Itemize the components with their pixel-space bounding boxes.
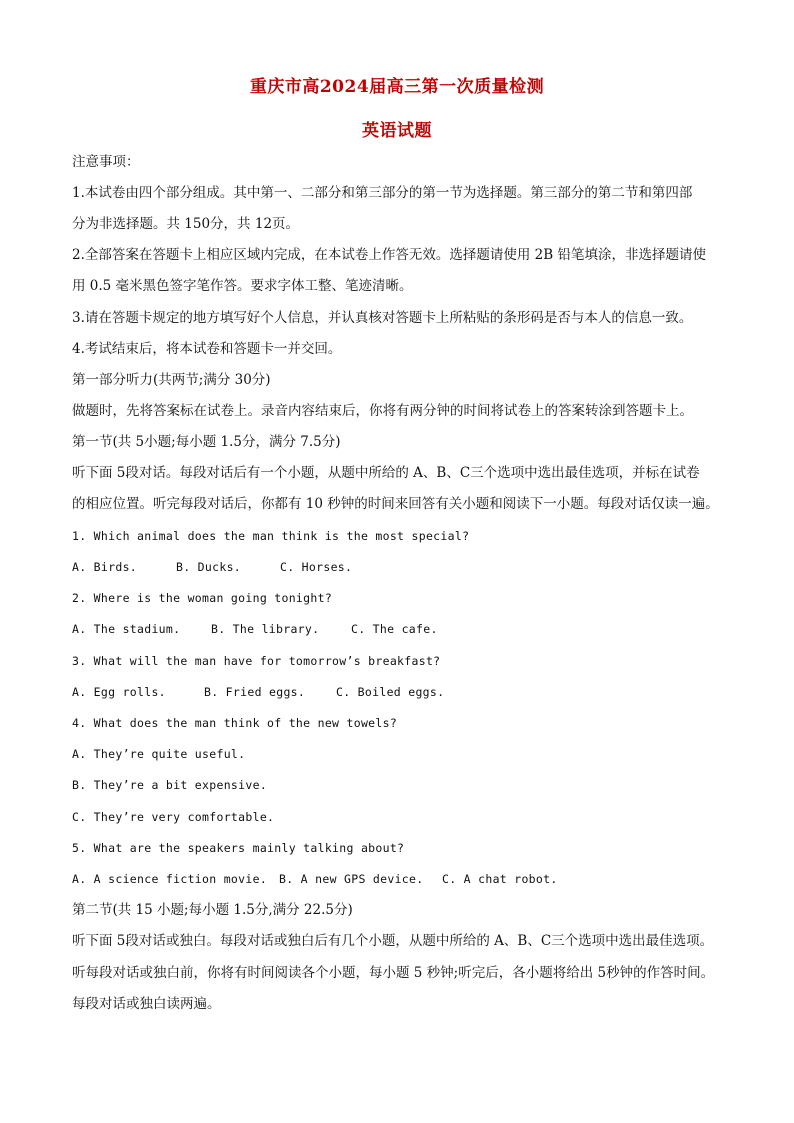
question-options: [72, 558, 732, 576]
section2-instruction: 听每段对话或独白前，你将有时间阅读各个小题，每小题 5 秒钟;听完后，各小题将给出 5秒钟的作答时间。: [72, 965, 715, 981]
note-line: 1.本试卷由四个部分组成。其中第一、二部分和第三部分的第一节为选择题。第三部分的第二节和第四部: [72, 185, 693, 201]
exam-subtitle: 英语试题: [362, 121, 432, 141]
note-line: 分为非选择题。共 150分，共 12页。: [72, 216, 300, 232]
question-stem: 3. What will the man have for tomorrow’s breakfast?: [72, 654, 441, 668]
question-stem: 1. Which animal does the man think is the most special?: [72, 529, 470, 543]
section1-instruction: 听下面 5段对话。每段对话后有一个小题，从题中所给的 A、B、C三个选项中选出最佳选项，并标在试卷: [72, 465, 700, 481]
section2-heading: 第二节(共 15 小题;每小题 1.5分,满分 22.5分): [72, 902, 353, 918]
question-stem: 4. What does the man think of the new towels?: [72, 716, 398, 730]
exam-title: 重庆市高2024届高三第一次质量检测: [249, 77, 545, 97]
option-c: C. A chat robot.: [442, 872, 558, 886]
option-c: C. The cafe.: [351, 622, 438, 636]
note-line: 用 0.5 毫米黑色签字笔作答。要求字体工整、笔迹清晰。: [72, 278, 413, 294]
option-b: B. A new GPS device.: [279, 872, 424, 886]
option-c: C. Boiled eggs.: [336, 685, 445, 699]
question-options: [72, 620, 732, 638]
option-a: A. A science fiction movie.: [72, 872, 268, 886]
option-c: C. They’re very comfortable.: [72, 810, 275, 824]
question-options: [72, 683, 732, 701]
option-a: A. Egg rolls.: [72, 685, 166, 699]
part1-instruction: 做题时，先将答案标在试卷上。录音内容结束后，你将有两分钟的时间将试卷上的答案转涂到答题卡上。: [72, 403, 693, 419]
section2-instruction: 听下面 5段对话或独白。每段对话或独白后有几个小题，从题中所给的 A、B、C三个选项中选出最佳选项。: [72, 933, 714, 949]
section1-instruction: 的相应位置。听完每段对话后，你都有 10 秒钟的时间来回答有关小题和阅读下一小题。每段对话仅读一遍。: [72, 496, 719, 512]
question-options: [72, 870, 732, 888]
option-b: B. Ducks.: [176, 560, 242, 574]
note-line: 3.请在答题卡规定的地方填写好个人信息，并认真核对答题卡上所粘贴的条形码是否与本人的信息一致。: [72, 310, 693, 326]
option-b: B. Fried eggs.: [204, 685, 306, 699]
note-line: 2.全部答案在答题卡上相应区域内完成，在本试卷上作答无效。选择题请使用 2B 铅笔填涂，非选择题请使: [72, 247, 706, 263]
option-c: C. Horses.: [280, 560, 353, 574]
option-a: A. The stadium.: [72, 622, 181, 636]
section1-heading: 第一节(共 5小题;每小题 1.5分，满分 7.5分): [72, 434, 341, 450]
note-line: 4.考试结束后，将本试卷和答题卡一并交回。: [72, 341, 342, 357]
notes-heading: 注意事项：: [72, 154, 140, 170]
option-a: A. They’re quite useful.: [72, 747, 246, 761]
option-b: B. They’re a bit expensive.: [72, 778, 268, 792]
option-a: A. Birds.: [72, 560, 138, 574]
question-stem: 5. What are the speakers mainly talking about?: [72, 841, 405, 855]
part1-heading: 第一部分听力(共两节;满分 30分): [72, 372, 271, 388]
section2-instruction: 每段对话或独白读两遍。: [72, 996, 221, 1012]
option-b: B. The library.: [211, 622, 320, 636]
question-stem: 2. Where is the woman going tonight?: [72, 591, 333, 605]
